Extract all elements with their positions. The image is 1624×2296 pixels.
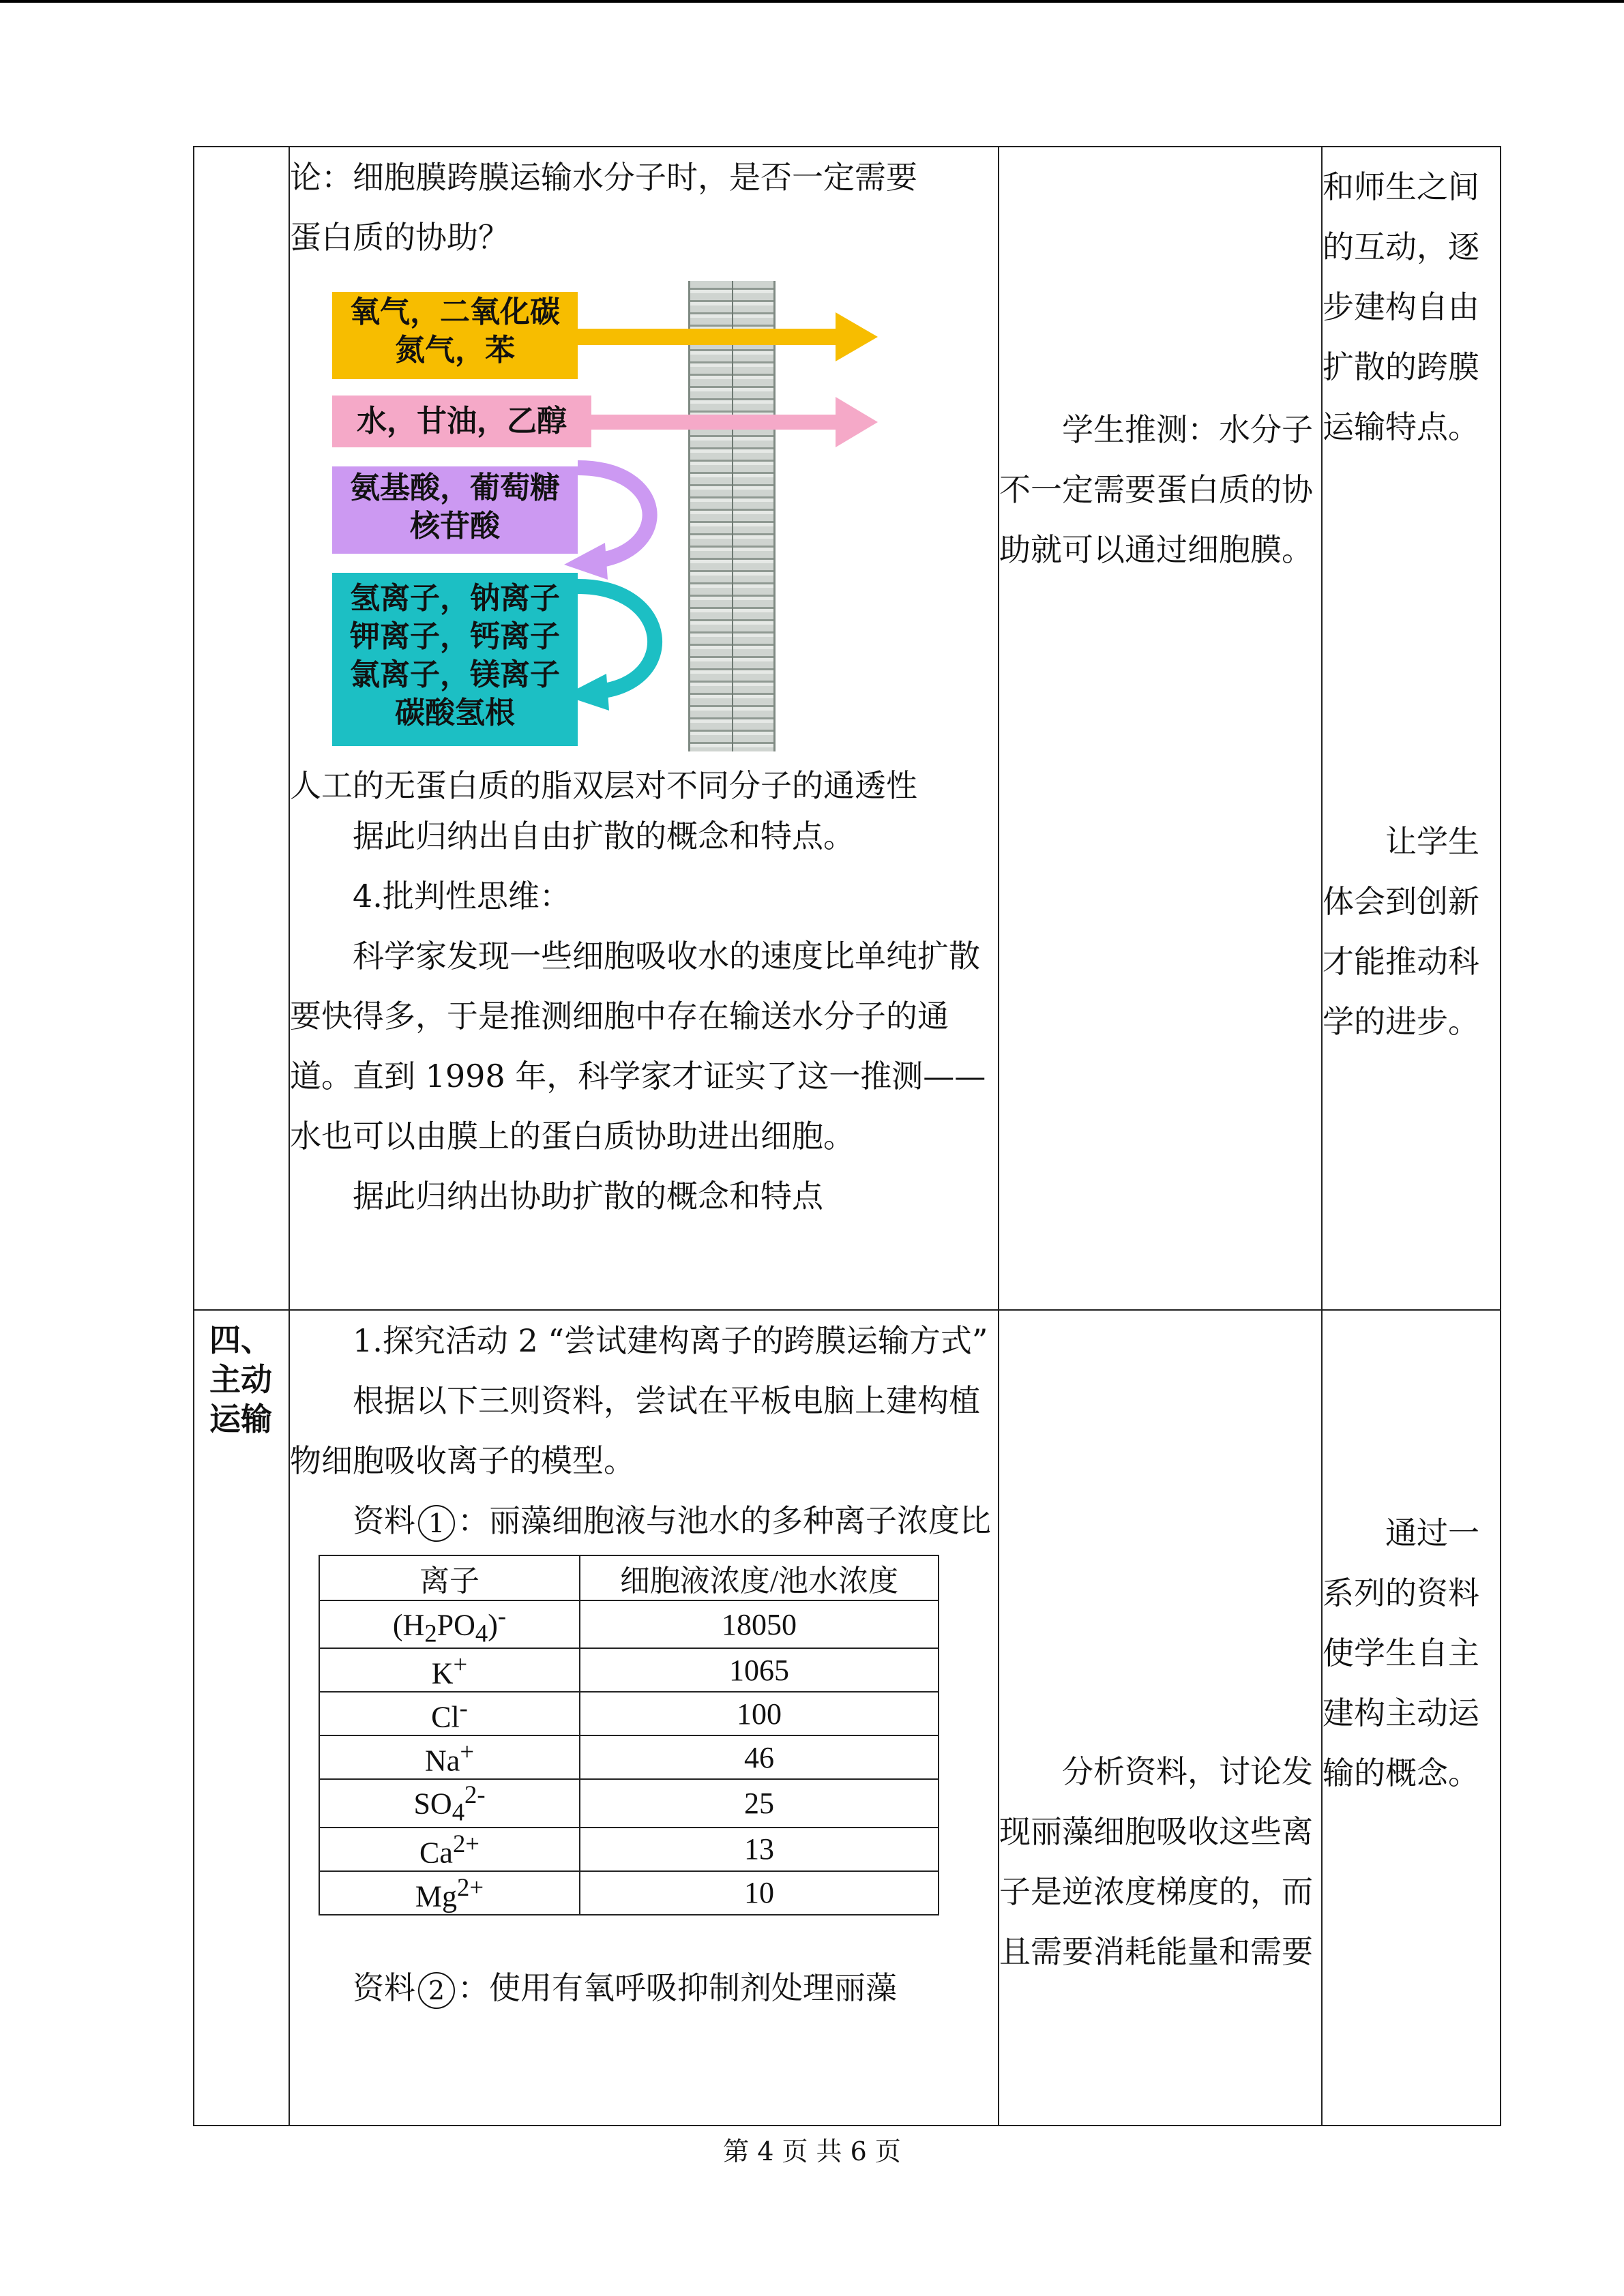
text: ：使用有氧呼吸抑制剂处理丽藻 bbox=[458, 1969, 897, 2006]
ion-text: Mg bbox=[415, 1879, 458, 1913]
section-title-line: 四、 bbox=[209, 1322, 272, 1358]
ion-cell bbox=[319, 1600, 580, 1648]
student-activity-text: 学生推测：水分子不一定需要蛋白质的协助就可以通过细胞膜。 bbox=[999, 411, 1313, 568]
circled-number: 2 bbox=[418, 1972, 455, 2009]
paragraph bbox=[290, 1491, 998, 1551]
question-line-2: 蛋白质的协助？ bbox=[290, 219, 510, 256]
ion-subscript: 2 bbox=[424, 1619, 437, 1648]
design-intent-cell bbox=[1322, 1310, 1501, 2126]
top-border-line bbox=[0, 0, 1624, 3]
table-row bbox=[319, 1779, 939, 1827]
paragraph: 据此归纳出自由扩散的概念和特点。 bbox=[353, 818, 855, 854]
table-row bbox=[319, 1828, 939, 1871]
ratio-cell: 13 bbox=[580, 1828, 939, 1871]
table-row bbox=[319, 1871, 939, 1915]
section-cell bbox=[194, 1310, 289, 2126]
pass-through-arrow-2 bbox=[591, 393, 878, 451]
ion-cell bbox=[319, 1692, 580, 1735]
lesson-plan-table bbox=[193, 146, 1501, 2126]
ion-cell bbox=[319, 1828, 580, 1871]
table-row bbox=[319, 1648, 939, 1692]
paragraph: 1.探究活动 2 “尝试建构离子的跨膜运输方式” bbox=[353, 1322, 988, 1359]
lipid-bilayer-permeability-figure bbox=[332, 281, 878, 758]
ion-superscript: 2+ bbox=[457, 1873, 484, 1901]
ion-superscript: + bbox=[453, 1650, 468, 1679]
molecule-box-small-polar bbox=[332, 396, 591, 447]
ion-text: K bbox=[431, 1656, 454, 1690]
ion-superscript: 2- bbox=[464, 1780, 486, 1809]
student-activity-cell bbox=[999, 147, 1322, 1310]
box-line: 氧气，二氧化碳 bbox=[350, 295, 560, 329]
paragraph: 根据以下三则资料，尝试在平板电脑上建构植物细胞吸收离子的模型。 bbox=[290, 1382, 980, 1479]
box-line: 氯离子，镁离子 bbox=[350, 657, 560, 692]
ion-subscript: 4 bbox=[452, 1798, 465, 1826]
paragraph: 4.批判性思维： bbox=[353, 878, 571, 914]
table-header: 离子 bbox=[319, 1555, 580, 1600]
question-line-1: 论：细胞膜跨膜运输水分子时，是否一定需要 bbox=[290, 159, 917, 196]
ion-superscript: - bbox=[497, 1602, 507, 1630]
ratio-cell: 25 bbox=[580, 1779, 939, 1827]
box-line: 水，甘油，乙醇 bbox=[357, 404, 567, 438]
design-intent-cell bbox=[1322, 147, 1501, 1310]
ion-text: SO bbox=[413, 1787, 452, 1821]
design-intent-text-2: 让学生体会到创新才能推动科学的进步。 bbox=[1323, 823, 1479, 1040]
teaching-content-cell bbox=[289, 1310, 999, 2126]
table-row bbox=[319, 1600, 939, 1648]
ion-cell bbox=[319, 1871, 580, 1915]
box-line: 核苷酸 bbox=[410, 509, 500, 543]
figure-caption: 人工的无蛋白质的脂双层对不同分子的通透性 bbox=[290, 767, 917, 804]
design-intent-text: 通过一系列的资料使学生自主建构主动运输的概念。 bbox=[1323, 1515, 1479, 1791]
ion-superscript: - bbox=[459, 1694, 468, 1723]
ion-superscript: + bbox=[460, 1738, 474, 1766]
text: ：丽藻细胞液与池水的多种离子浓度比 bbox=[458, 1502, 991, 1539]
ion-cell bbox=[319, 1735, 580, 1779]
table-row bbox=[319, 1692, 939, 1735]
table-header-row bbox=[319, 1555, 939, 1600]
table-row bbox=[194, 1310, 1501, 2126]
box-line: 钾离子，钙离子 bbox=[350, 619, 560, 654]
section-cell-empty bbox=[194, 147, 289, 1310]
ion-text: ) bbox=[488, 1608, 498, 1642]
table-header: 细胞液浓度/池水浓度 bbox=[580, 1555, 939, 1600]
ion-concentration-table bbox=[319, 1555, 939, 1915]
ratio-cell: 46 bbox=[580, 1735, 939, 1779]
section-title-line: 运输 bbox=[209, 1401, 272, 1437]
design-intent-text-1: 和师生之间的互动，逐步建构自由扩散的跨膜运输特点。 bbox=[1323, 168, 1479, 445]
molecule-box-ions bbox=[332, 573, 578, 746]
ratio-cell: 10 bbox=[580, 1871, 939, 1915]
ratio-cell: 100 bbox=[580, 1692, 939, 1735]
ion-superscript: 2+ bbox=[452, 1829, 479, 1858]
ion-text: (H bbox=[392, 1608, 425, 1642]
ion-text: Ca bbox=[419, 1836, 453, 1870]
teaching-content-cell bbox=[289, 147, 999, 1310]
paragraph: 科学家发现一些细胞吸收水的速度比单纯扩散要快得多，于是推测细胞中存在输送水分子的通道。直到 1998 年，科学家才证实了这一推测——水也可以由膜上的蛋白质协助进出细胞。 bbox=[290, 938, 986, 1154]
ion-cell bbox=[319, 1648, 580, 1692]
ratio-cell: 1065 bbox=[580, 1648, 939, 1692]
section-title-line: 主动 bbox=[209, 1361, 272, 1398]
box-line: 氨基酸，葡萄糖 bbox=[350, 471, 560, 505]
table-row bbox=[194, 147, 1501, 1310]
box-line: 碳酸氢根 bbox=[395, 696, 515, 730]
text: 资料 bbox=[353, 1502, 415, 1539]
page-footer: 第 4 页 共 6 页 bbox=[723, 2136, 901, 2166]
ion-cell bbox=[319, 1779, 580, 1827]
paragraph: 据此归纳出协助扩散的概念和特点 bbox=[353, 1178, 823, 1214]
ion-text: PO bbox=[437, 1608, 475, 1642]
paragraph bbox=[290, 1958, 998, 2018]
ion-subscript: 4 bbox=[475, 1619, 488, 1648]
text: 资料 bbox=[353, 1969, 415, 2006]
student-activity-text: 分析资料，讨论发现丽藻细胞吸收这些离子是逆浓度梯度的，而且需要消耗能量和需要 bbox=[999, 1753, 1313, 1970]
molecule-box-large-polar bbox=[332, 466, 578, 554]
pass-through-arrow-1 bbox=[578, 307, 878, 368]
section-title bbox=[194, 1311, 289, 1439]
ion-text: Cl bbox=[431, 1700, 460, 1734]
ion-text: Na bbox=[425, 1744, 460, 1778]
student-activity-cell bbox=[999, 1310, 1322, 2126]
molecule-box-gases bbox=[332, 292, 578, 379]
ratio-cell: 18050 bbox=[580, 1600, 939, 1648]
box-line: 氮气，苯 bbox=[395, 333, 515, 368]
box-line: 氢离子，钠离子 bbox=[350, 581, 560, 616]
circled-number: 1 bbox=[418, 1505, 455, 1542]
table-row bbox=[319, 1735, 939, 1779]
